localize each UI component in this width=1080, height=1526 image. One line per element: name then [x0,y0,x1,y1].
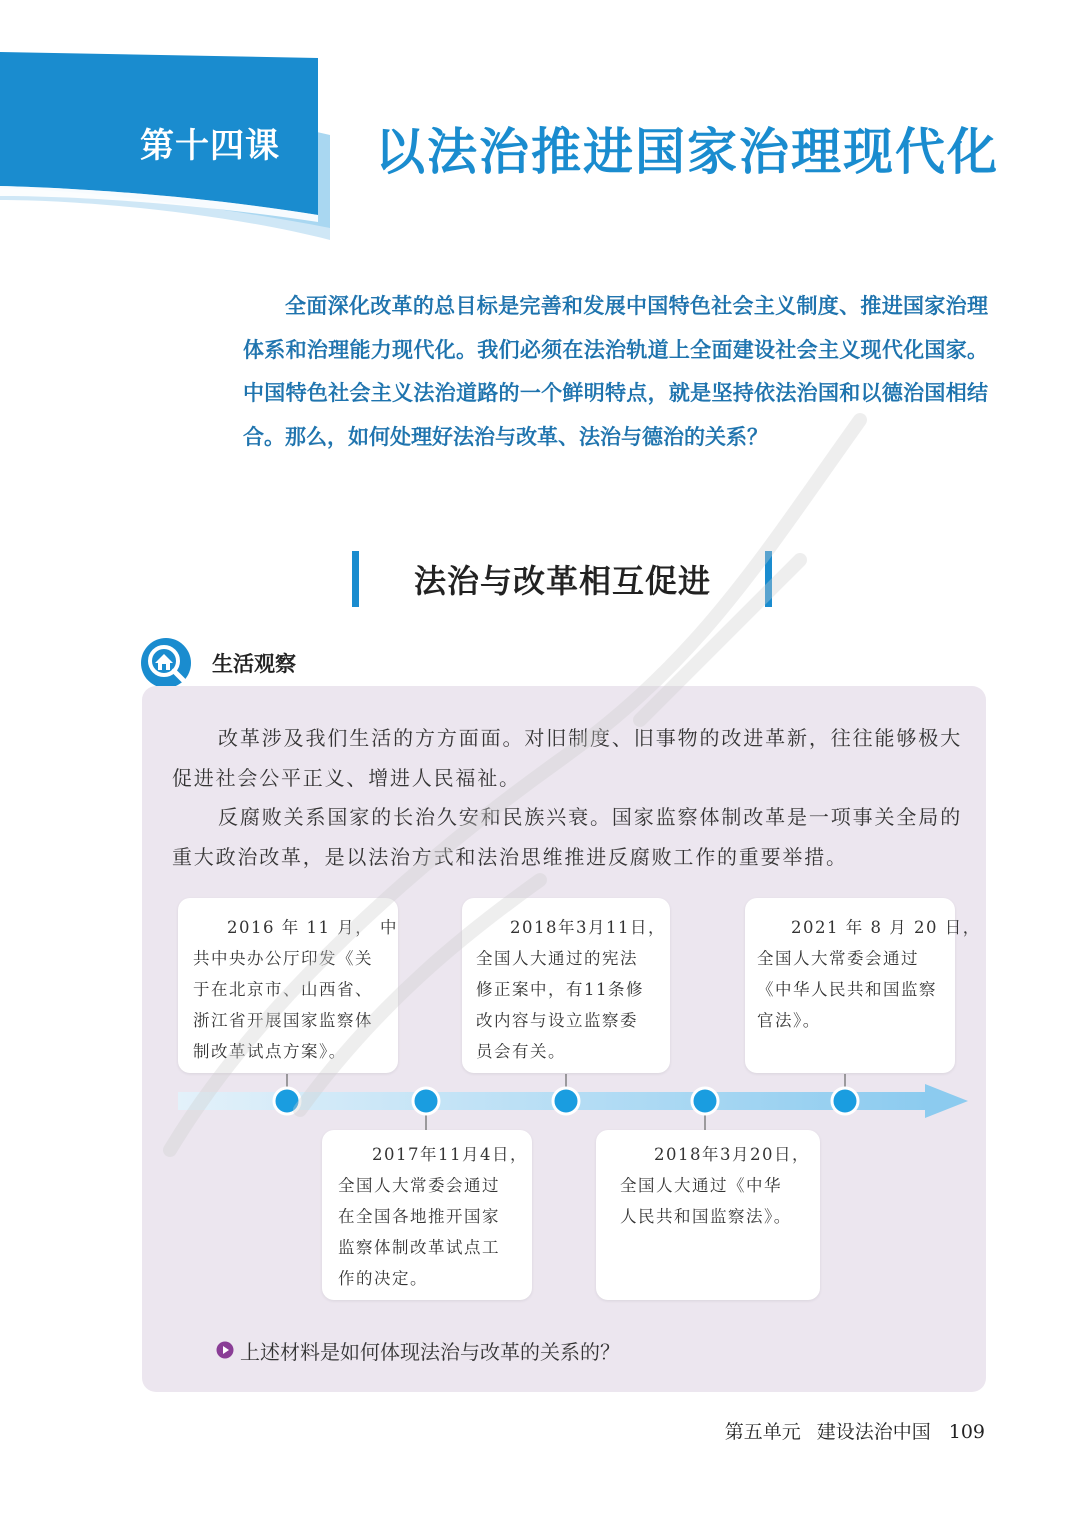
footer-unit-title: 建设法治中国 [816,1421,931,1443]
lesson-number: 第十四课 [140,126,280,166]
discussion-question: 上述材料是如何体现法治与改革的关系的？ [240,1340,620,1364]
observation-paragraph: 改革涉及我们生活的方方面面。对旧制度、旧事物的改进革新，往往能够极大促进社会公平正义、增进人民福祉。 [172,726,962,790]
lesson-title: 以法治推进国家治理现代化 [375,123,999,181]
intro-paragraph: 全面深化改革的总目标是完善和发展中国特色社会主义制度、推进国家治理体系和治理能力现代化。我们必须在法治轨道上全面建设社会主义现代化国家。中国特色社会主义法治道路的一个鲜明特点，就是坚持依法治国和以德治国相结合。那么，如何处理好法治与改革、法治与德治的关系？ [243,293,988,449]
section-bar-left [352,551,359,607]
observation-label: 生活观察 [212,652,296,676]
observation-paragraph: 反腐败关系国家的长治久安和民族兴衰。国家监察体制改革是一项事关全局的重大政治改革，是以法治方式和法治思维推进反腐败工作的重要举措。 [172,805,962,869]
page-number: 109 [948,1421,985,1443]
timeline-card-text: 2018年3月11日， 全国人大通过的宪法 修正案中，有11条修 改内容与设立监察委 员会有关。 [476,918,666,1061]
timeline-card-text: 2016 年 11 月， 中 共中央办公厅印发《关 于在北京市、山西省、 浙江省开展国家监察体 制改革试点方案》。 [193,918,398,1061]
timeline-card-text: 2018年3月20日， 全国人大通过《中华 人民共和国监察法》。 [620,1145,810,1226]
timeline-card-text: 2021 年 8 月 20 日， 全国人大常委会通过 《中华人民共和国监察 官法》。 [757,918,981,1030]
section-bar-right [765,551,772,607]
footer-unit: 第五单元 [724,1421,801,1443]
house-search-icon [140,637,192,689]
page-footer [725,1417,985,1444]
play-circle-icon [216,1341,234,1359]
timeline-card-text: 2017年11月4日， 全国人大常委会通过 在全国各地推开国家 监察体制改革试点工 作的决定。 [338,1145,528,1288]
section-title: 法治与改革相互促进 [413,562,711,600]
